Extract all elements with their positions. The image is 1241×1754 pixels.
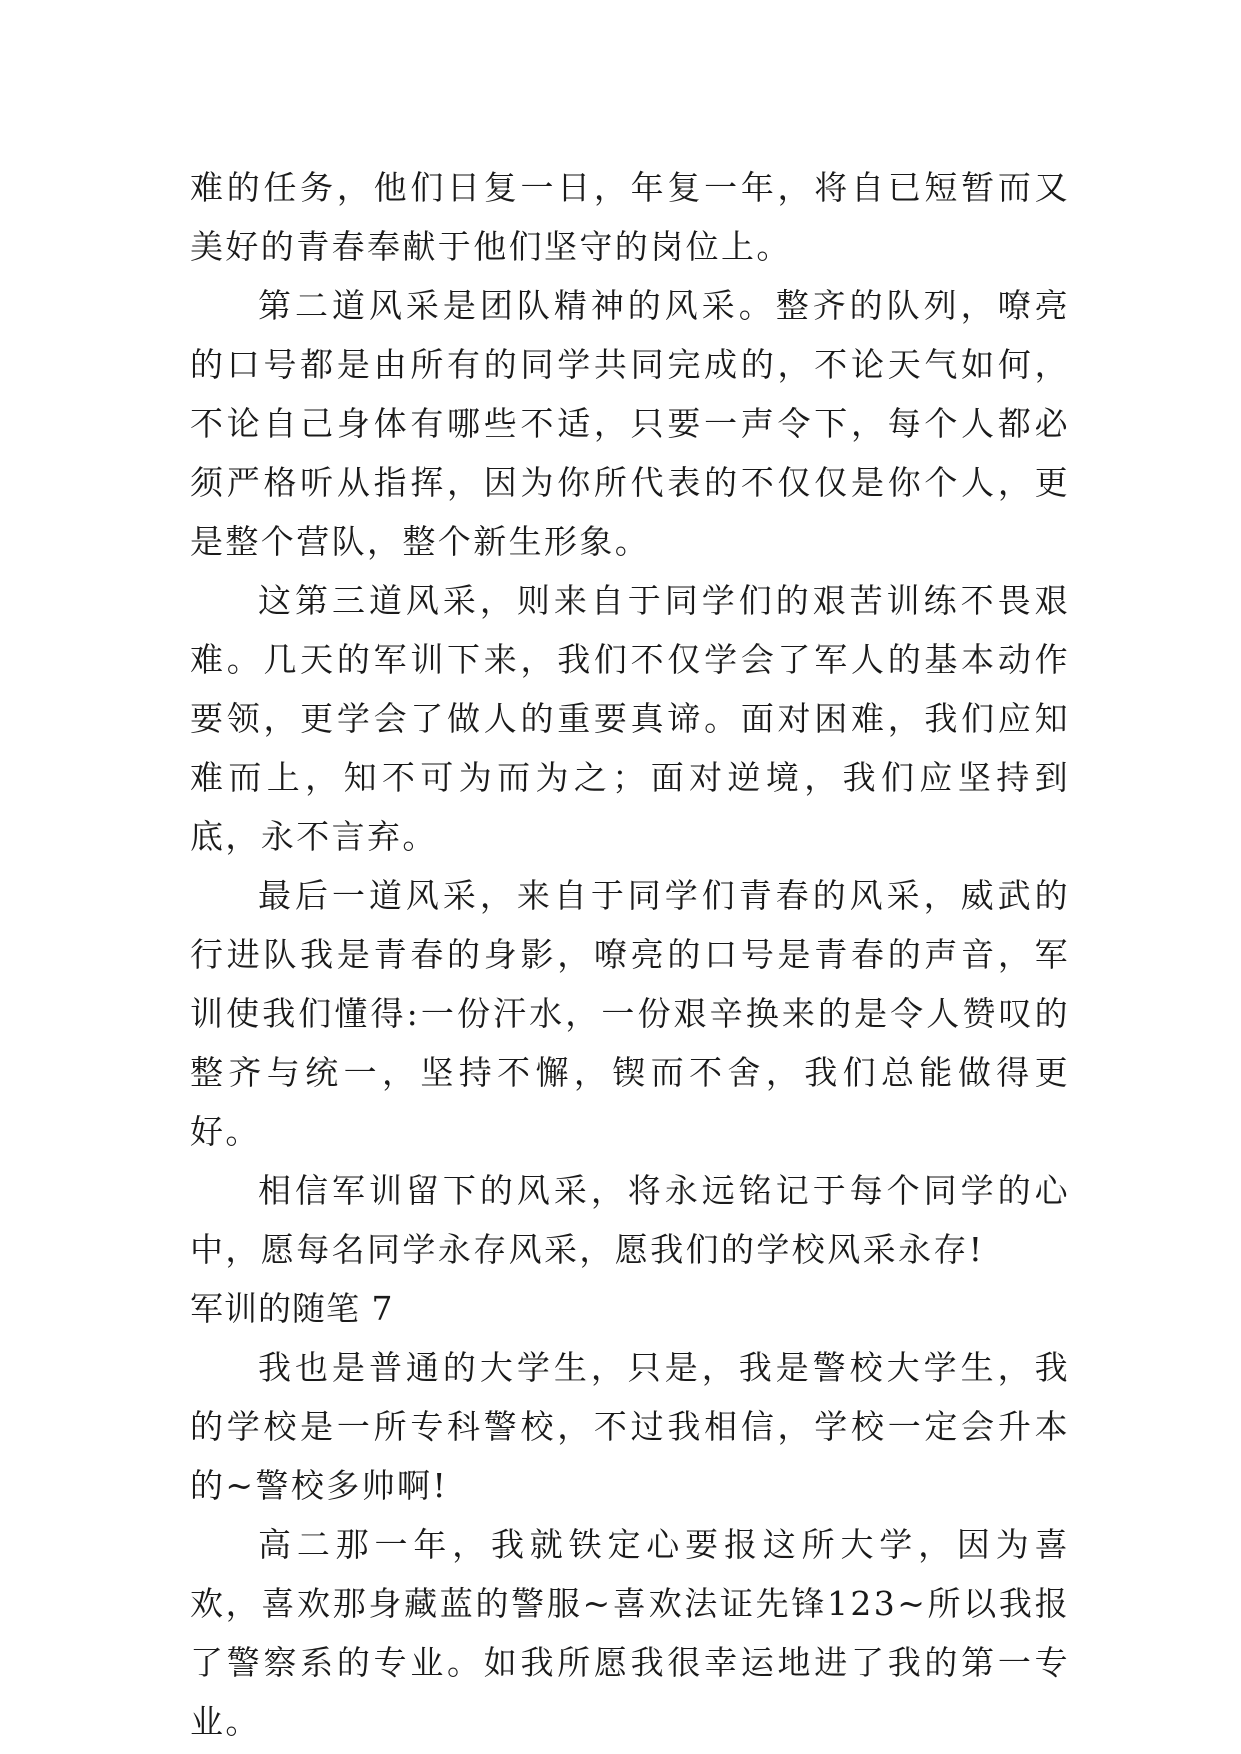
paragraph-choice: 高二那一年，我就铁定心要报这所大学，因为喜欢，喜欢那身藏蓝的警服~喜欢法证先锋123~所以我报了警察系的专业。如我所愿我很幸运地进了我的第一专业。	[190, 1525, 1070, 1741]
document-body	[190, 158, 1070, 1751]
paragraph-youth: 最后一道风采，来自于同学们青春的风采，威武的行进队我是青春的身影，嘹亮的口号是青春的声音，军训使我们懂得:一份汗水，一份艰辛换来的是令人赞叹的整齐与统一，坚持不懈，锲而不舍，我们总能做得更好。	[190, 876, 1070, 1151]
paragraph-continued: 难的任务，他们日复一日，年复一年，将自已短暂而又美好的青春奉献于他们坚守的岗位上。	[190, 168, 1070, 266]
paragraph-conclusion: 相信军训留下的风采，将永远铭记于每个同学的心中，愿每名同学永存风采，愿我们的学校风采永存!	[190, 1171, 1070, 1269]
paragraph-team-spirit: 第二道风采是团队精神的风采。整齐的队列，嘹亮的口号都是由所有的同学共同完成的，不论天气如何，不论自己身体有哪些不适，只要一声令下，每个人都必须严格听从指挥，因为你所代表的不仅仅是你个人，更是整个营队，整个新生形象。	[190, 286, 1070, 561]
section-heading: 军训的随笔 7	[190, 1289, 394, 1328]
paragraph-hard-training: 这第三道风采，则来自于同学们的艰苦训练不畏艰难。几天的军训下来，我们不仅学会了军人的基本动作要领，更学会了做人的重要真谛。面对困难，我们应知难而上，知不可为而为之；面对逆境，我们应坚持到底，永不言弃。	[190, 581, 1070, 856]
paragraph-police-school: 我也是普通的大学生，只是，我是警校大学生，我的学校是一所专科警校，不过我相信，学校一定会升本的~警校多帅啊!	[190, 1348, 1070, 1505]
